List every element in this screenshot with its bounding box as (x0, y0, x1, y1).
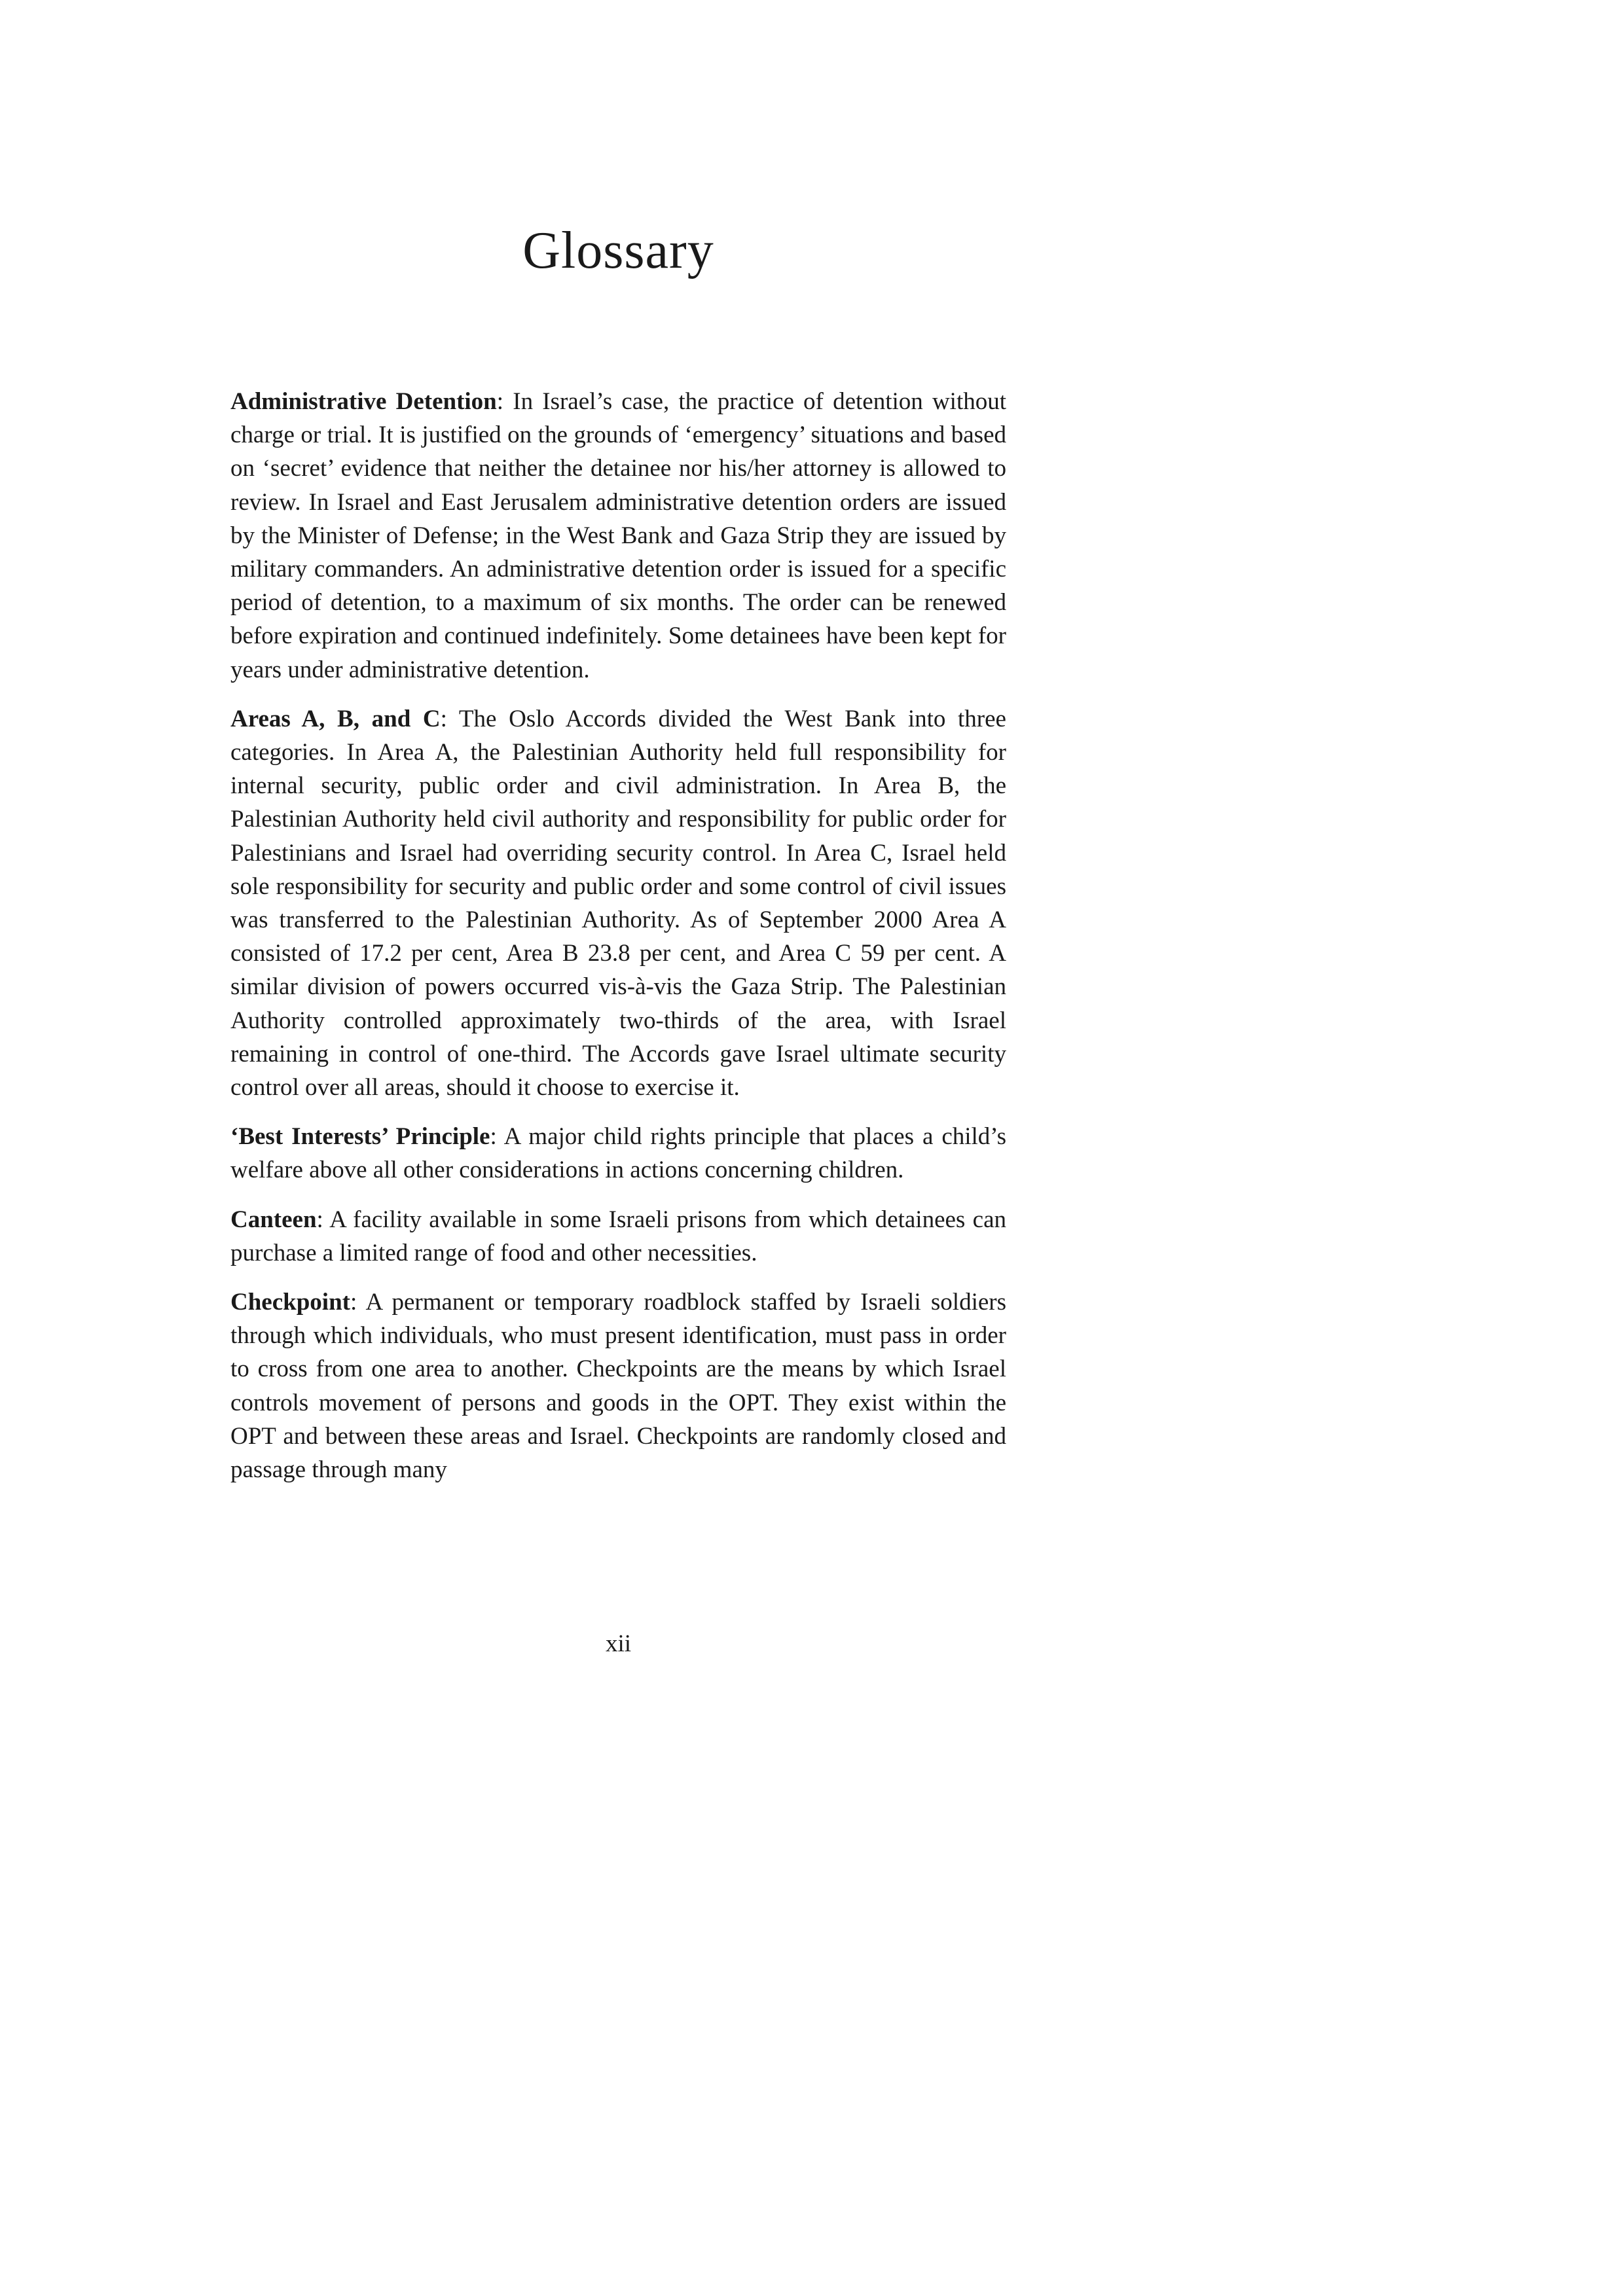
glossary-definition: A major child rights principle that places a child’s welfare above all other considerations in actions concerning children. (230, 1123, 1006, 1184)
page-title: Glossary (522, 222, 714, 279)
glossary-definition: The Oslo Accords divided the West Bank into three categories. In Area A, the Palestinian Authority held full responsibility for internal security, public order and civil administration. In Area B, the Palestinian Authority held civil authority and responsibility for public order for Palestinians and Israel had overriding security control. In Area C, Israel held sole responsibility for security and public order and some control of civil issues was transferred to the Palestinian Authority. As of September 2000 Area A consisted of 17.2 per cent, Area B 23.8 per cent, and Area C 59 per cent. A similar division of powers occurred vis-à-vis the Gaza Strip. The Palestinian Authority controlled approximately two-thirds of the area, with Israel remaining in control of one-third. The Accords gave Israel ultimate security control over all areas, should it choose to exercise it. (230, 705, 1006, 1102)
glossary-entry-canteen: Canteen: A facility available in some Israeli prisons from which detainees can purchase a limited range of food and other necessities. (230, 1206, 1006, 1266)
glossary-definition: In Israel’s case, the practice of detention without charge or trial. It is justified on the grounds of ‘emergency’ situations and based on ‘secret’ evidence that neither the detainee nor his/her attorney is allowed to review. In Israel and East Jerusalem administrative detention orders are issued by the Minister of Defense; in the West Bank and Gaza Strip they are issued by military commanders. An administrative detention order is issued for a specific period of detention, to a maximum of six months. The order can be renewed before expiration and continued indefinitely. Some detainees have been kept for years under administrative detention. (230, 388, 1007, 683)
glossary-entry-checkpoint: Checkpoint: A permanent or temporary roadblock staffed by Israeli soldiers through which individuals, who must present identification, must pass in order to cross from one area to another. Checkpoints are the means by which Israel controls movement of persons and goods in the OPT. They exist within the OPT and between these areas and Israel. Checkpoints are randomly closed and passage through many (230, 1289, 1006, 1484)
glossary-term: Checkpoint (230, 1289, 350, 1316)
glossary-list (230, 385, 1006, 1502)
glossary-term: Administrative Detention (230, 388, 497, 415)
glossary-term: Areas A, B, and C (230, 705, 441, 732)
page-number: xii (605, 1630, 632, 1657)
glossary-term: ‘Best Interests’ Principle (230, 1123, 490, 1151)
glossary-definition: A permanent or temporary roadblock staffed by Israeli soldiers through which individuals, who must present identification, must pass in order to cross from one area to another. Checkpoints are the means by which Israel controls movement of persons and goods in the OPT. They exist within the OPT and between these areas and Israel. Checkpoints are randomly closed and passage through many (230, 1289, 1006, 1484)
glossary-term: Canteen (230, 1206, 317, 1233)
glossary-entry-areas-abc: Areas A, B, and C: The Oslo Accords divided the West Bank into three categories. In Area A, the Palestinian Authority held full responsibility for internal security, public order and civil administration. In Area B, the Palestinian Authority held civil authority and responsibility for public order for Palestinians and Israel had overriding security control. In Area C, Israel held sole responsibility for security and public order and some control of civil issues was transferred to the Palestinian Authority. As of September 2000 Area A consisted of 17.2 per cent, Area B 23.8 per cent, and Area C 59 per cent. A similar division of powers occurred vis-à-vis the Gaza Strip. The Palestinian Authority controlled approximately two-thirds of the area, with Israel remaining in control of one-third. The Accords gave Israel ultimate security control over all areas, should it choose to exercise it. (230, 705, 1006, 1102)
glossary-entry-best-interests: ‘Best Interests’ Principle: A major child rights principle that places a child’s welfare above all other considerations in actions concerning children. (230, 1123, 1006, 1184)
glossary-entry-administrative-detention: Administrative Detention: In Israel’s case, the practice of detention without charge or trial. It is justified on the grounds of ‘emergency’ situations and based on ‘secret’ evidence that neither the detainee nor his/her attorney is allowed to review. In Israel and East Jerusalem administrative detention orders are issued by the Minister of Defense; in the West Bank and Gaza Strip they are issued by military commanders. An administrative detention order is issued for a specific period of detention, to a maximum of six months. The order can be renewed before expiration and continued indefinitely. Some detainees have been kept for years under administrative detention. (230, 388, 1007, 683)
glossary-definition: A facility available in some Israeli prisons from which detainees can purchase a limited range of food and other necessities. (230, 1206, 1006, 1266)
